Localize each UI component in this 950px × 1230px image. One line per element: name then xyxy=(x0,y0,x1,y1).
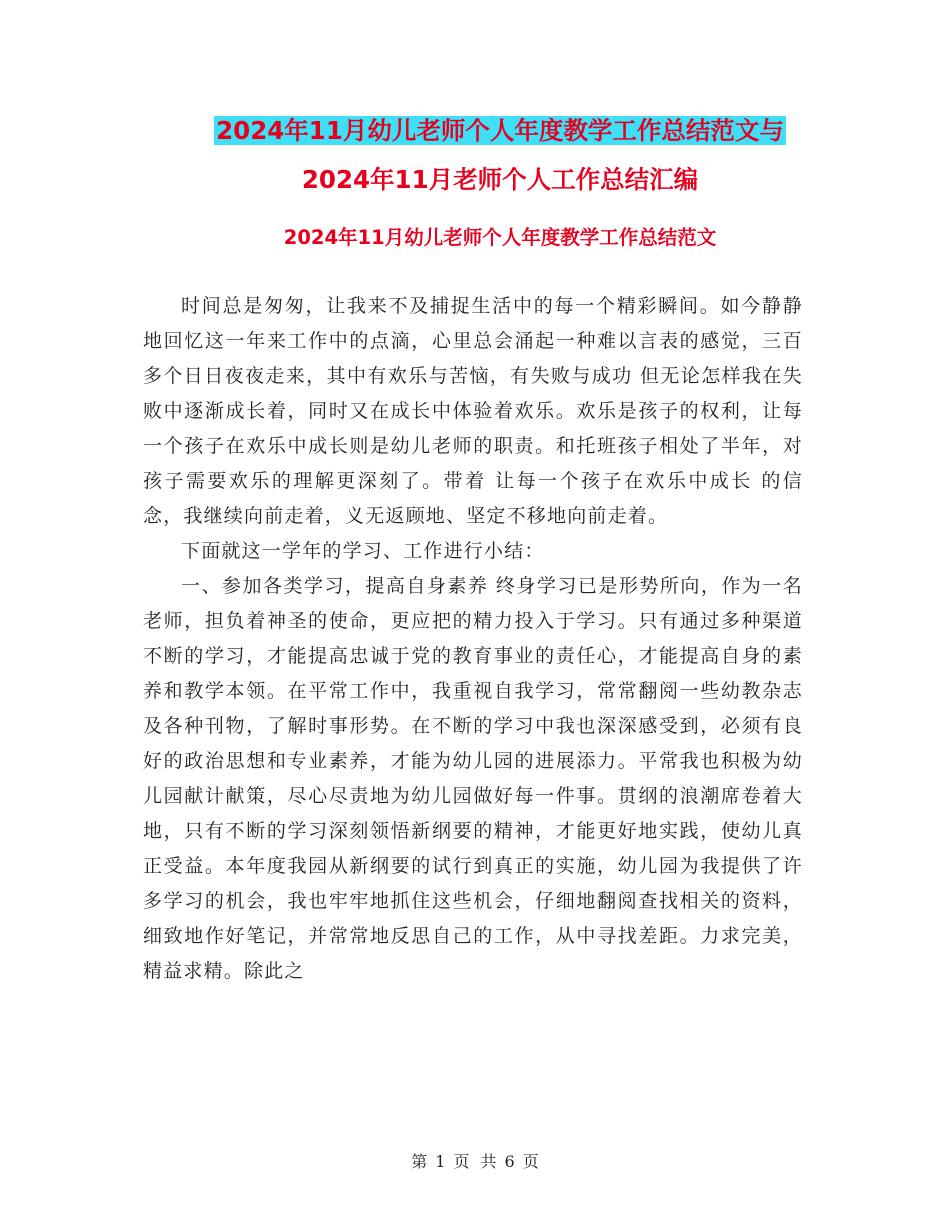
footer-total-pages: 6 xyxy=(504,1152,515,1171)
footer-prefix: 第 xyxy=(411,1152,428,1171)
footer-middle: 页 共 xyxy=(453,1152,497,1171)
title-line-1: 2024年11月幼儿老师个人年度教学工作总结范文与 xyxy=(216,116,784,145)
footer-page-number: 1 xyxy=(435,1152,446,1171)
paragraph-intro: 时间总是匆匆，让我来不及捕捉生活中的每一个精彩瞬间。如今静静地回忆这一年来工作中的点滴，心里总会涌起一种难以言表的感觉，三百多个日日夜夜走来，其中有欢乐与苦恼，有失败与成功 但无论怎样我在失败中逐渐成长着，同时又在成长中体验着欢乐。欢乐是孩子的权利，让每一个孩子在欢乐中成长则是幼儿老师的职责。和托班孩子相处了半年，对孩子需要欢乐的理解更深刻了。带着 让每一个孩子在欢乐中成长 的信念，我继续向前走着，义无返顾地、坚定不移地向前走着。 xyxy=(143,295,803,527)
page-footer xyxy=(0,1150,950,1174)
footer-suffix: 页 xyxy=(522,1152,539,1171)
paragraph-section-one: 一、参加各类学习，提高自身素养 终身学习已是形势所向，作为一名老师，担负着神圣的使命，更应把的精力投入于学习。只有通过多种渠道不断的学习，才能提高忠诚于党的教育事业的责任心，才能提高自身的素养和教学本领。在平常工作中，我重视自我学习，常常翻阅一些幼教杂志及各种刊物，了解时事形势。在不断的学习中我也深深感受到，必须有良好的政治思想和专业素养，才能为幼儿园的进展添力。平常我也积极为幼儿园献计献策，尽心尽责地为幼儿园做好每一件事。贯纲的浪潮席卷着大地，只有不断的学习深刻领悟新纲要的精神，才能更好地实践，使幼儿真正受益。本年度我园从新纲要的试行到真正的实施，幼儿园为我提供了许多学习的机会，我也牢牢地抓住这些机会，仔细地翻阅查找相关的资料，细致地作好笔记，并常常地反思自己的工作，从中寻找差距。力求完美，精益求精。除此之 xyxy=(143,575,803,982)
paragraph-summary-lead: 下面就这一学年的学习、工作进行小结： xyxy=(181,540,545,562)
document-title xyxy=(140,106,860,204)
section-title: 2024年11月幼儿老师个人年度教学工作总结范文 xyxy=(283,226,717,249)
document-body xyxy=(143,289,803,989)
title-line-2: 2024年11月老师个人工作总结汇编 xyxy=(301,165,699,194)
